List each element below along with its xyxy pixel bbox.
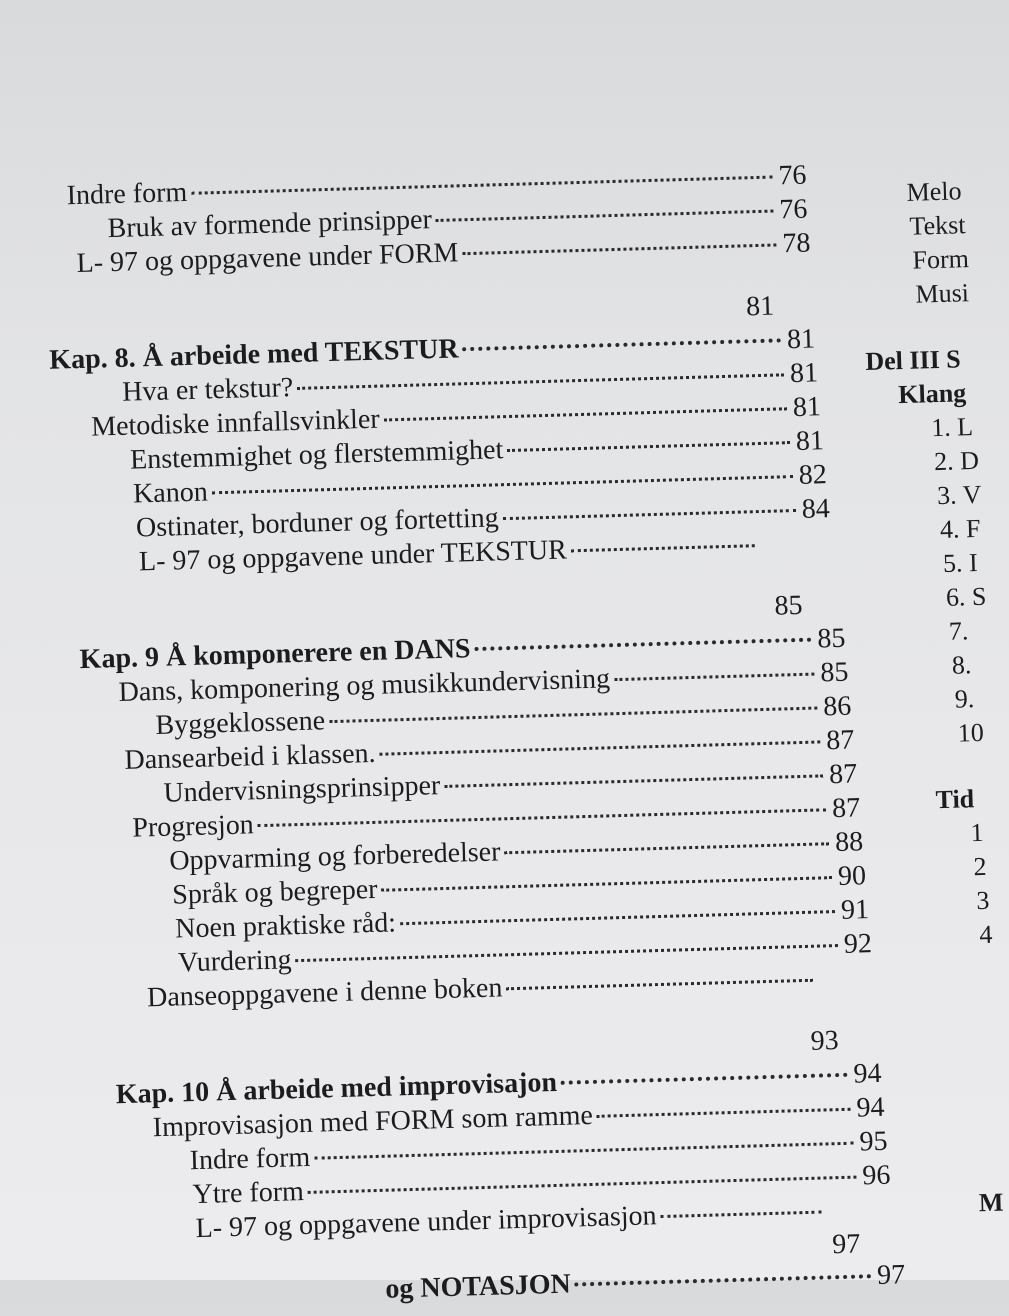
right-column-heading: Del III S xyxy=(864,344,962,377)
toc-page-number-only xyxy=(830,1226,901,1262)
dot-leader xyxy=(506,979,813,991)
toc-entry-text: Bruk av formende prinsipper xyxy=(107,204,433,245)
dot-leader xyxy=(212,475,793,494)
toc-page-number: 76 xyxy=(778,159,807,192)
right-column-entry: 9. xyxy=(954,684,975,714)
toc-entry-text: Dansearbeid i klassen. xyxy=(124,737,376,776)
right-column-heading: M xyxy=(978,1187,1004,1218)
toc-entry-text: Undervisningsprinsipper xyxy=(163,770,441,809)
toc-entry-text: Kap. 8. Å arbeide med TEKSTUR xyxy=(48,333,460,376)
toc-entry-text: L- 97 og oppgavene under improvisasjon xyxy=(195,1200,657,1245)
toc-page-number: 84 xyxy=(801,493,831,525)
toc-page-number: 94 xyxy=(853,1057,882,1090)
dot-leader xyxy=(571,544,755,552)
toc-page-number: 85 xyxy=(774,589,803,622)
toc-page-number: 96 xyxy=(861,1159,891,1192)
right-column-heading: Klang xyxy=(897,378,967,410)
toc-page-number: 97 xyxy=(831,1228,861,1261)
dot-leader xyxy=(308,1176,857,1194)
toc-page-number: 82 xyxy=(798,459,828,491)
right-column-entry: 3 xyxy=(976,885,990,916)
right-column-entry: 7. xyxy=(948,616,969,646)
toc-entry-text: Indre form xyxy=(189,1141,311,1177)
toc-page-number: 76 xyxy=(778,193,808,226)
table-of-contents xyxy=(40,146,906,1305)
right-column-entry: 8. xyxy=(951,650,972,680)
toc-entry-text: Dans, komponering og musikkundervisning xyxy=(118,663,611,709)
toc-entry-text: Kap. 10 Å arbeide med improvisajon xyxy=(115,1066,558,1111)
dot-leader xyxy=(575,1274,872,1286)
toc-page-number: 92 xyxy=(843,928,873,960)
right-column-entry: 6. S xyxy=(945,581,987,612)
dot-leader xyxy=(381,876,832,892)
right-column-entry: Form xyxy=(912,244,970,275)
toc-page-number-only xyxy=(744,288,815,324)
dot-leader xyxy=(296,944,838,962)
toc-page-number: 88 xyxy=(834,826,864,859)
toc-entry-text: L- 97 og oppgavene under TEKSTUR xyxy=(138,534,568,578)
toc-page-number: 86 xyxy=(822,690,852,723)
dot-leader xyxy=(380,740,821,755)
dot-leader xyxy=(444,774,823,788)
toc-entry-text: Oppvarming og forberedelser xyxy=(168,836,501,877)
dot-leader xyxy=(462,243,776,255)
toc-page-number: 85 xyxy=(816,622,846,655)
right-column-entry: Melo xyxy=(906,176,962,207)
toc-page-number: 87 xyxy=(825,724,855,757)
toc-entry-text: L- 97 og oppgavene under FORM xyxy=(76,237,459,280)
toc-entry-text: Indre form xyxy=(66,176,188,212)
toc-page-number xyxy=(759,552,789,553)
toc-page-number: 94 xyxy=(856,1091,885,1124)
toc-entry-text: Enstemmighet og flerstemmighet xyxy=(129,434,504,476)
dot-leader xyxy=(614,673,814,682)
dot-leader xyxy=(400,910,835,925)
dot-leader xyxy=(661,1211,822,1218)
toc-page-number: 97 xyxy=(876,1259,906,1292)
toc-entry-text: Progresjon xyxy=(131,809,255,844)
right-column-entry: 1 xyxy=(970,817,984,848)
toc-page-number: 93 xyxy=(810,1025,840,1057)
toc-entry-text: Noen praktiske råd: xyxy=(174,907,397,945)
toc-entry-text: Vurdering xyxy=(177,944,292,979)
toc-page-number: 78 xyxy=(781,227,811,260)
toc-chapter-heading xyxy=(385,1258,906,1307)
toc-page-number: 87 xyxy=(828,758,858,791)
dot-leader xyxy=(597,1108,851,1118)
right-column-entry: 1. L xyxy=(930,412,974,443)
dot-leader xyxy=(436,210,774,222)
toc-entry-text: Kanon xyxy=(132,476,209,510)
toc-page-number: 91 xyxy=(840,894,870,926)
toc-page-number xyxy=(826,1219,856,1220)
dot-leader xyxy=(258,808,827,827)
toc-page-number: 81 xyxy=(789,357,819,390)
toc-entry-text: Byggeklossene xyxy=(155,705,326,741)
toc-page-number: 85 xyxy=(819,656,849,689)
toc-page-number: 87 xyxy=(831,792,861,825)
dot-leader xyxy=(297,373,784,390)
dot-leader xyxy=(504,842,829,854)
right-column-entry: 4 xyxy=(978,919,993,950)
right-column-entry: 2. D xyxy=(933,445,980,477)
toc-page-number-only xyxy=(772,588,843,624)
toc-page-number: 81 xyxy=(795,425,825,457)
toc-page-number xyxy=(817,987,847,988)
right-column-entry: 5. I xyxy=(942,547,979,578)
toc-entry-text: og NOTASJON xyxy=(384,1268,572,1305)
dot-leader xyxy=(329,707,817,724)
toc-entry-text: Metodiske innfallsvinkler xyxy=(90,403,381,443)
toc-entry-text: Improvisasjon med FORM som ramme xyxy=(152,1099,594,1144)
dot-leader xyxy=(191,176,772,195)
toc-entry-text: Danseoppgavene i denne boken xyxy=(146,972,503,1014)
toc-entry-text: Ytre form xyxy=(192,1176,305,1211)
toc-entry-text: Kap. 9 Å komponerere en DANS xyxy=(79,633,471,676)
toc-page-number: 90 xyxy=(837,860,867,892)
right-column-entry: 3. V xyxy=(936,479,982,511)
right-column-entry: 4. F xyxy=(939,513,981,545)
dot-leader xyxy=(507,441,790,452)
toc-page-number: 81 xyxy=(786,323,816,356)
toc-entry-text: Ostinater, borduner og fortetting xyxy=(135,502,500,544)
dot-leader xyxy=(503,509,796,520)
right-column-entry: 10 xyxy=(957,717,985,748)
toc-page-number: 81 xyxy=(745,290,775,323)
toc-page-number-only xyxy=(808,1023,879,1059)
dot-leader xyxy=(314,1142,853,1160)
dot-leader xyxy=(474,638,811,651)
toc-page-number: 81 xyxy=(792,391,822,424)
dot-leader xyxy=(463,338,782,351)
right-column-entry: Tekst xyxy=(909,210,966,241)
dot-leader xyxy=(384,407,787,421)
right-column-heading: Tid xyxy=(935,784,975,815)
toc-page-number: 95 xyxy=(859,1125,888,1158)
toc-entry-text: Språk og begreper xyxy=(171,873,378,911)
toc-entry-text: Hva er tekstur? xyxy=(121,372,294,408)
right-column-entry: 2 xyxy=(973,851,987,882)
right-column-entry: Musi xyxy=(915,278,970,309)
dot-leader xyxy=(561,1073,848,1085)
